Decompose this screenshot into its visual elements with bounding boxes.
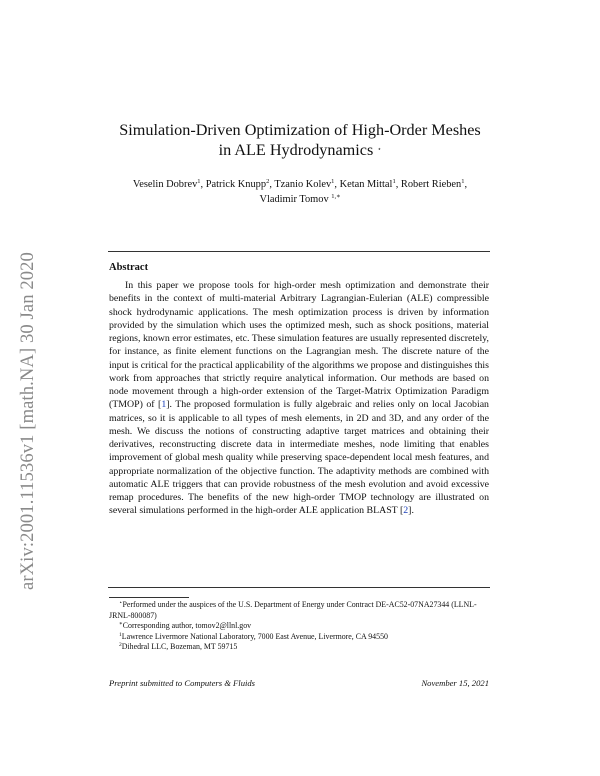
title-line-1: Simulation-Driven Optimization of High-Order Meshes	[119, 121, 481, 139]
author-separator: ,	[395, 179, 401, 190]
citation-link[interactable]: 2	[403, 505, 409, 517]
footnote-item	[109, 632, 491, 643]
footnote-item	[109, 621, 491, 632]
paper-title	[100, 120, 500, 160]
title-footnote-mark: ⋆	[377, 146, 382, 153]
author-affiliation-mark: 1	[197, 178, 201, 185]
footnote-text: Corresponding author, tomov2@llnl.gov	[122, 621, 252, 631]
title-line-2	[100, 140, 500, 160]
footnote-mark: ∗	[119, 621, 123, 628]
author-name: Ketan Mittal	[339, 179, 393, 190]
abstract-bottom-rule	[108, 587, 490, 588]
citation-link[interactable]: 1	[161, 399, 167, 411]
author-separator: ,	[334, 179, 340, 190]
author-name: Vladimir Tomov	[259, 193, 329, 205]
author-affiliation-mark: 1,∗	[331, 192, 341, 200]
author-name: Robert Rieben	[400, 179, 462, 190]
footnote-text: Dihedral LLC, Bozeman, MT 59715	[121, 642, 238, 652]
footnote-text: Performed under the auspices of the U.S. Department of Energy under Contract DE-AC52-07NA27344 (LLNL-JRNL-800087)	[109, 600, 477, 620]
footnote-item	[109, 600, 491, 621]
author-separator: ,	[200, 179, 206, 190]
abstract-top-rule	[108, 251, 490, 252]
page-footer	[109, 678, 489, 688]
author-list	[100, 178, 500, 207]
author-affiliation-mark: 1	[331, 178, 335, 185]
footer-date: November 15, 2021	[421, 678, 489, 688]
abstract-body	[109, 279, 489, 518]
author-name: Tzanio Kolev	[274, 179, 332, 190]
footnotes	[109, 600, 491, 653]
title-line-2-text: in ALE Hydrodynamics	[218, 141, 374, 159]
abstract-heading: Abstract	[109, 262, 149, 273]
arxiv-identifier-stamp: arXiv:2001.11536v1 [math.NA] 30 Jan 2020	[17, 252, 38, 590]
footnote-mark: 1	[119, 631, 122, 638]
footnote-item	[109, 642, 491, 653]
abstract-text: ].	[408, 505, 414, 517]
footnote-mark: ⋆	[119, 600, 123, 606]
author-separator: ,	[464, 179, 468, 190]
author-affiliation-mark: 1	[461, 178, 465, 185]
abstract-text: In this paper we propose tools for high-order mesh optimization and demonstrate their benefits in the context of multi-material Arbitrary Lagrangian-Eulerian (ALE) compressible shock hydrodynamic applications. The mesh optimization process is driven by information provided by the simulation which uses the optimized mesh, such as shock positions, material regions, known error estimates, etc. These simulation features are usually represented discretely, for instance, as finite element functions on the Lagrangian mesh. The discrete nature of the input is critical for the practical applicability of the algorithms we propose and distinguishes this work from approaches that strictly require analytical information. Our methods are based on node movement through a high-order extension of the Target-Matrix Optimization Paradigm (TMOP) of [	[109, 280, 489, 411]
footnote-text: Lawrence Livermore National Laboratory, 7000 East Avenue, Livermore, CA 94550	[121, 631, 388, 641]
footer-preprint-note: Preprint submitted to Computers & Fluids	[109, 678, 256, 688]
author-separator: ,	[269, 179, 275, 190]
footnote-mark: 2	[119, 642, 122, 649]
abstract-text: ]. The proposed formulation is fully algebraic and relies only on local Jacobian matrices, so it is applicable to all types of mesh elements, in 2D and 3D, and any order of the mesh. We discuss the notions of constructing adaptive target matrices and obtaining their derivatives, reconstructing discrete data in intermediate meshes, node limiting that enables improvement of global mesh quality while preserving space-dependent local mesh features, and appropriate normalization of the objective function. The adaptivity methods are combined with automatic ALE triggers that can provide robustness of the mesh evolution and avoid excessive remap procedures. The benefits of the new high-order TMOP technology are illustrated on several simulations performed in the high-order ALE application BLAST [	[109, 399, 489, 517]
author-affiliation-mark: 1	[392, 178, 396, 185]
author-name: Patrick Knupp	[205, 179, 267, 190]
author-affiliation-mark: 2	[266, 178, 270, 185]
author-name: Veselin Dobrev	[132, 179, 198, 190]
footnote-rule	[109, 597, 189, 598]
